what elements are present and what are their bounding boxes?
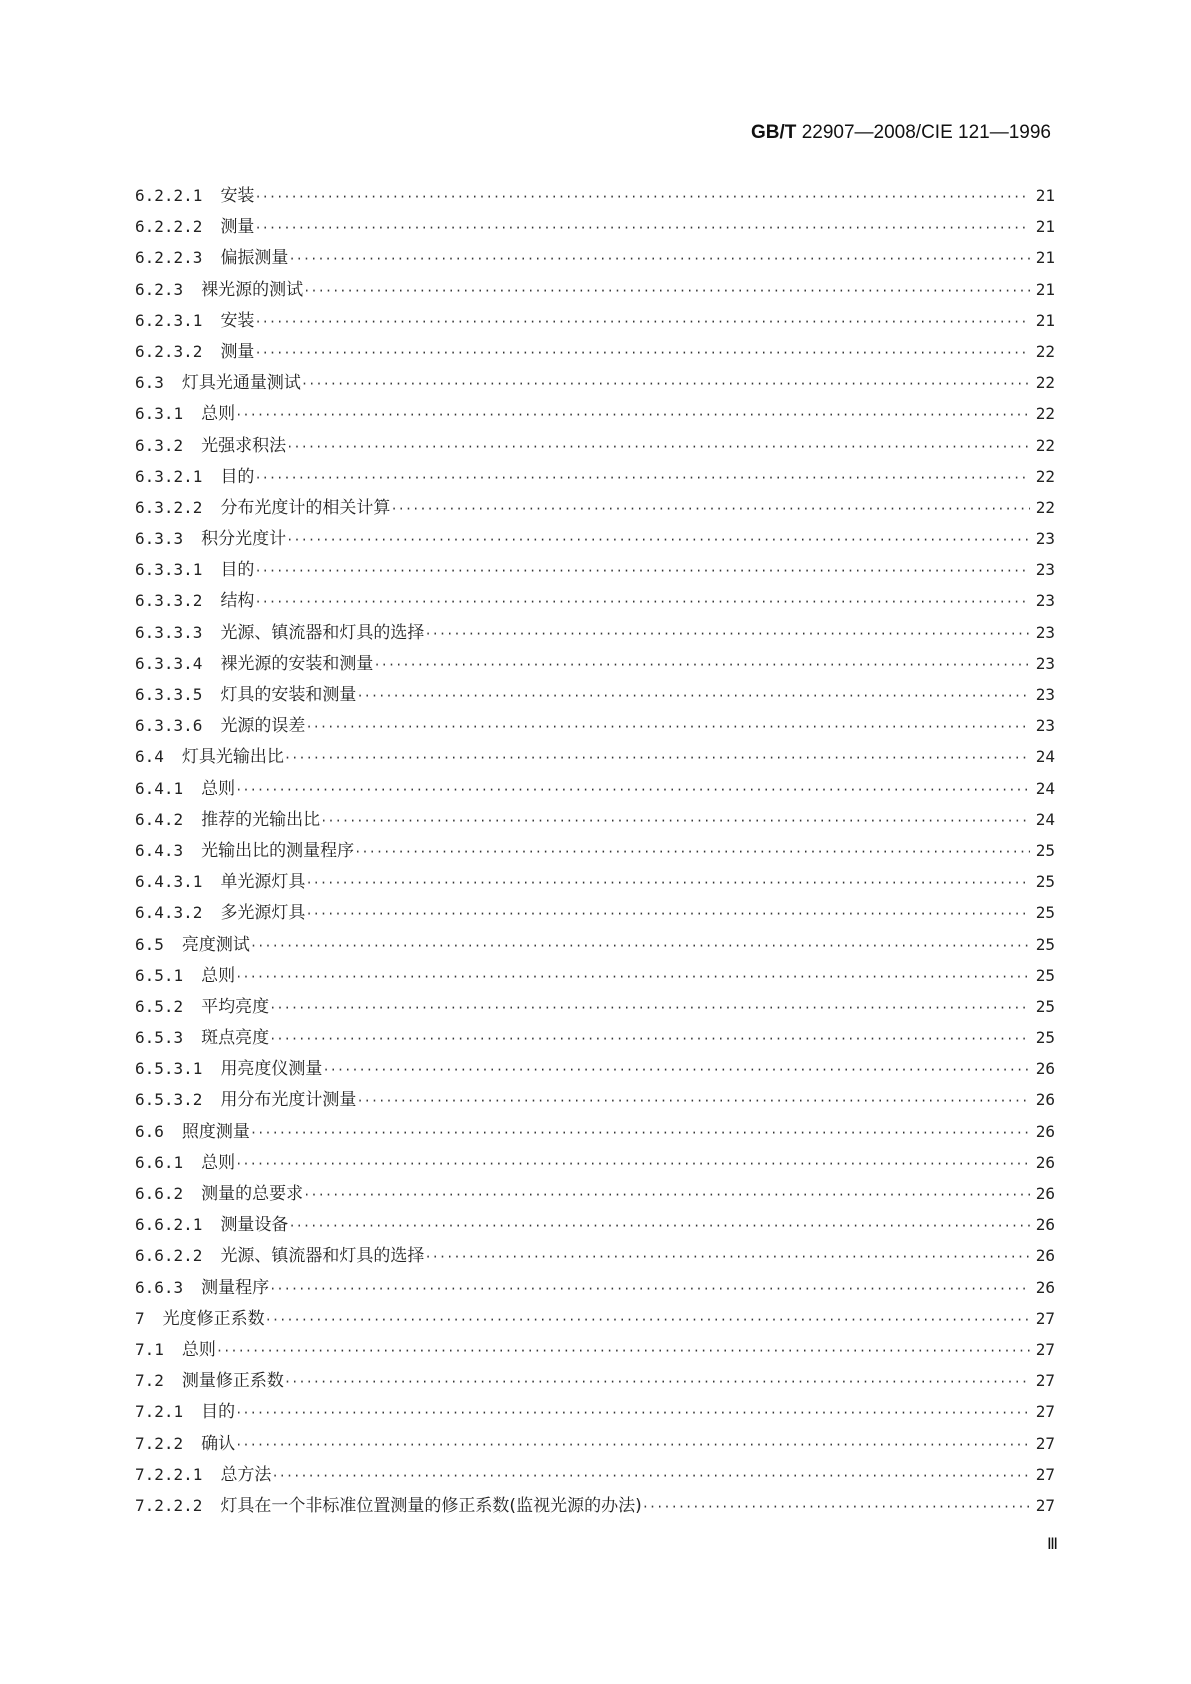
toc-entry-number: 6.3.2 [135, 435, 184, 455]
toc-entry-page: 23 [1035, 529, 1055, 549]
toc-entry-number: 6.5.1 [135, 965, 184, 985]
toc-entry[interactable] [135, 1490, 1055, 1521]
toc-entry-number: 6.3.3.5 [135, 685, 203, 704]
toc-entry-number: 6.6.2.2 [135, 1246, 203, 1266]
toc-entry[interactable] [135, 1365, 1055, 1396]
toc-entry-title: 测量修正系数 [181, 1371, 284, 1392]
toc-entry-page: 22 [1035, 435, 1055, 455]
toc-dot-leader [286, 432, 1030, 461]
toc-entry-title: 光源、镇流器和灯具的选择 [220, 622, 425, 643]
toc-entry-number: 6.6.1 [135, 1152, 184, 1172]
toc-dot-leader [254, 587, 1029, 616]
toc-dot-leader [284, 1367, 1030, 1396]
toc-dot-leader [269, 1274, 1030, 1303]
toc-entry-title: 灯具光输出比 [181, 747, 284, 768]
toc-entry-title: 用分布光度计测量 [220, 1090, 357, 1111]
toc-entry-number: 6.3.3 [135, 529, 184, 549]
toc-dot-leader [235, 1398, 1030, 1427]
toc-entry-number: 6.3.3.2 [135, 591, 203, 611]
toc-dot-leader [235, 962, 1030, 991]
toc-entry-page: 26 [1035, 1090, 1055, 1110]
toc-entry-page: 27 [1035, 1339, 1055, 1359]
toc-entry-number: 6.3.3.6 [135, 716, 203, 736]
toc-entry-number: 6.3.3.4 [135, 653, 203, 673]
toc-entry[interactable] [135, 367, 1055, 398]
toc-entry-page: 25 [1035, 872, 1055, 892]
toc-entry-page: 23 [1035, 685, 1055, 704]
toc-dot-leader [322, 1055, 1029, 1084]
standard-code: 22907—2008/CIE 121—1996 [801, 122, 1051, 143]
toc-dot-leader [320, 806, 1030, 835]
toc-entry-page: 27 [1035, 1371, 1055, 1391]
toc-dot-leader [265, 1305, 1030, 1334]
toc-dot-leader [254, 182, 1029, 211]
toc-entry-number: 6.3.1 [135, 404, 184, 424]
toc-entry[interactable] [135, 1147, 1055, 1178]
toc-entry-title: 目的 [220, 466, 255, 487]
toc-entry[interactable] [135, 1240, 1055, 1271]
toc-entry-title: 总则 [201, 404, 236, 425]
toc-entry-page: 21 [1035, 186, 1055, 205]
toc-entry-page: 22 [1035, 404, 1055, 424]
toc-entry-title: 裸光源的测试 [201, 279, 304, 300]
toc-dot-leader [216, 1336, 1030, 1365]
toc-entry[interactable] [135, 1084, 1055, 1115]
toc-entry-page: 23 [1035, 622, 1055, 642]
toc-entry-title: 光输出比的测量程序 [201, 840, 355, 861]
toc-entry-title: 灯具光通量测试 [181, 373, 301, 394]
page-folio: Ⅲ [1046, 1536, 1058, 1553]
toc-dot-leader [269, 993, 1030, 1022]
toc-entry-page: 21 [1035, 279, 1055, 299]
toc-dot-leader [235, 775, 1030, 804]
toc-entry-number: 6.4.2 [135, 809, 184, 829]
toc-entry-number: 6.5.3 [135, 1028, 184, 1048]
running-header [751, 122, 1051, 144]
toc-entry-page: 25 [1035, 1028, 1055, 1048]
toc-entry-title: 结构 [220, 591, 255, 612]
toc-entry-page: 24 [1035, 809, 1055, 829]
toc-entry-page: 27 [1035, 1433, 1055, 1453]
toc-entry-number: 7.2.2.2 [135, 1495, 203, 1515]
toc-dot-leader [373, 650, 1029, 679]
toc-dot-leader [424, 1242, 1029, 1271]
toc-dot-leader [235, 1149, 1030, 1178]
toc-entry-page: 23 [1035, 653, 1055, 673]
toc-entry-title: 斑点亮度 [201, 1028, 270, 1049]
toc-entry-page: 26 [1035, 1277, 1055, 1297]
toc-entry[interactable] [135, 679, 1055, 710]
toc-entry[interactable] [135, 305, 1055, 336]
toc-entry[interactable] [135, 336, 1055, 367]
toc-entry-number: 6.4 [135, 747, 164, 767]
toc-dot-leader [301, 369, 1030, 398]
toc-dot-leader [303, 276, 1030, 305]
toc-entry-page: 25 [1035, 840, 1055, 860]
toc-entry-number: 6.5.2 [135, 996, 184, 1016]
toc-entry-title: 总则 [201, 778, 236, 799]
toc-entry-title: 光源的误差 [220, 716, 306, 737]
toc-entry-title: 平均亮度 [201, 996, 270, 1017]
toc-entry[interactable] [135, 585, 1055, 616]
toc-entry[interactable] [135, 835, 1055, 866]
toc-entry[interactable] [135, 461, 1055, 492]
toc-entry-page: 27 [1035, 1308, 1055, 1328]
toc-dot-leader [254, 338, 1029, 367]
toc-entry-title: 总则 [181, 1339, 216, 1360]
toc-entry[interactable] [135, 1053, 1055, 1084]
toc-entry-number: 6.5.3.1 [135, 1059, 203, 1079]
toc-entry-page: 22 [1035, 497, 1055, 517]
toc-entry-page: 21 [1035, 217, 1055, 237]
toc-entry-number: 7.2.2 [135, 1433, 184, 1453]
toc-entry[interactable] [135, 554, 1055, 585]
toc-dot-leader [235, 1430, 1030, 1459]
toc-entry-number: 6.3 [135, 373, 164, 393]
toc-entry-number: 6.5.3.2 [135, 1090, 203, 1110]
toc-dot-leader [284, 743, 1030, 772]
toc-entry-number: 6.6.2 [135, 1184, 184, 1203]
toc-entry-page: 25 [1035, 996, 1055, 1016]
toc-entry-number: 7.2 [135, 1371, 164, 1391]
toc-entry[interactable] [135, 773, 1055, 804]
toc-entry[interactable] [135, 1272, 1055, 1303]
toc-entry-number: 6.3.2.1 [135, 466, 203, 486]
toc-entry[interactable] [135, 897, 1055, 928]
toc-entry-title: 光度修正系数 [162, 1308, 265, 1329]
toc-entry[interactable] [135, 960, 1055, 991]
toc-entry[interactable] [135, 1022, 1055, 1053]
toc-entry-number: 6.2.3.2 [135, 341, 203, 361]
toc-entry-title: 总则 [201, 1152, 236, 1173]
toc-entry-page: 21 [1035, 310, 1055, 330]
toc-entry-page: 27 [1035, 1402, 1055, 1422]
toc-entry[interactable] [135, 1178, 1055, 1209]
toc-entry-page: 25 [1035, 934, 1055, 954]
toc-entry-number: 6.2.2.3 [135, 248, 203, 268]
toc-entry-number: 7.2.2.1 [135, 1464, 203, 1484]
toc-entry-page: 26 [1035, 1184, 1055, 1203]
toc-entry-number: 6.4.1 [135, 778, 184, 798]
toc-dot-leader [390, 494, 1029, 523]
toc-entry-number: 6.3.3.3 [135, 622, 203, 642]
toc-entry-number: 6.6.2.1 [135, 1215, 203, 1235]
toc-entry-title: 测量 [220, 341, 255, 362]
toc-dot-leader [286, 525, 1030, 554]
toc-entry[interactable] [135, 648, 1055, 679]
toc-entry-title: 单光源灯具 [220, 872, 306, 893]
toc-dot-leader [254, 556, 1029, 585]
toc-entry-title: 总方法 [220, 1464, 272, 1485]
toc-entry-number: 6.2.2.2 [135, 217, 203, 237]
toc-entry-page: 25 [1035, 965, 1055, 985]
toc-dot-leader [269, 1024, 1030, 1053]
toc-entry-page: 27 [1035, 1464, 1055, 1484]
toc-entry-title: 确认 [201, 1433, 236, 1454]
toc-dot-leader [254, 307, 1029, 336]
toc-dot-leader [250, 1118, 1030, 1147]
toc-dot-leader [288, 1211, 1029, 1240]
toc-entry-page: 26 [1035, 1246, 1055, 1266]
toc-entry[interactable] [135, 1209, 1055, 1240]
toc-dot-leader [356, 1086, 1029, 1115]
toc-entry-page: 25 [1035, 903, 1055, 923]
toc-entry-number: 6.2.3.1 [135, 310, 203, 330]
toc-entry[interactable] [135, 866, 1055, 897]
toc-entry-number: 6.2.2.1 [135, 186, 203, 205]
toc-entry-title: 测量的总要求 [201, 1184, 304, 1204]
toc-dot-leader [305, 899, 1029, 928]
toc-entry[interactable] [135, 180, 1055, 211]
toc-entry-title: 推荐的光输出比 [201, 809, 321, 830]
toc-entry-page: 23 [1035, 560, 1055, 580]
toc-entry[interactable] [135, 617, 1055, 648]
toc-entry-page: 24 [1035, 747, 1055, 767]
toc-entry[interactable] [135, 741, 1055, 772]
toc-entry[interactable] [135, 523, 1055, 554]
toc-entry[interactable] [135, 274, 1055, 305]
toc-entry-title: 偏振测量 [220, 248, 289, 269]
standard-prefix: GB/T [751, 122, 797, 143]
toc-entry-title: 测量设备 [220, 1215, 289, 1236]
toc-entry-title: 目的 [220, 560, 255, 581]
toc-entry-number: 7.1 [135, 1339, 164, 1359]
toc-entry-number: 6.3.3.1 [135, 560, 203, 580]
toc-dot-leader [254, 463, 1029, 492]
toc-entry-page: 22 [1035, 373, 1055, 393]
toc-entry[interactable] [135, 929, 1055, 960]
toc-entry-page: 26 [1035, 1121, 1055, 1141]
toc-entry-title: 测量 [220, 217, 255, 238]
toc-entry[interactable] [135, 242, 1055, 273]
toc-entry-page: 22 [1035, 341, 1055, 361]
toc-entry-title: 测量程序 [201, 1277, 270, 1298]
toc-entry-title: 光源、镇流器和灯具的选择 [220, 1246, 425, 1267]
toc-entry-page: 27 [1035, 1495, 1055, 1515]
toc-entry-page: 24 [1035, 778, 1055, 798]
toc-entry-title: 多光源灯具 [220, 903, 306, 924]
toc-dot-leader [254, 213, 1029, 242]
toc-entry-page: 26 [1035, 1152, 1055, 1172]
toc-dot-leader [642, 1492, 1030, 1521]
toc-dot-leader [303, 1180, 1030, 1209]
toc-entry-title: 光强求积法 [201, 435, 287, 456]
toc-entry[interactable] [135, 1428, 1055, 1459]
toc-entry-title: 裸光源的安装和测量 [220, 653, 374, 674]
toc-entry-title: 灯具的安装和测量 [220, 685, 357, 705]
toc-entry[interactable] [135, 710, 1055, 741]
toc-entry[interactable] [135, 804, 1055, 835]
toc-dot-leader [250, 931, 1030, 960]
toc-entry-number: 6.4.3.1 [135, 872, 203, 892]
toc-entry[interactable] [135, 398, 1055, 429]
toc-entry[interactable] [135, 1396, 1055, 1427]
toc-entry-title: 目的 [201, 1402, 236, 1423]
toc-dot-leader [305, 868, 1029, 897]
toc-entry-number: 6.4.3 [135, 840, 184, 860]
toc-entry-number: 6.2.3 [135, 279, 184, 299]
toc-entry-title: 安装 [220, 186, 255, 206]
toc-entry-number: 6.6 [135, 1121, 164, 1141]
toc-dot-leader [235, 400, 1030, 429]
toc-entry[interactable] [135, 991, 1055, 1022]
toc-entry-number: 6.6.3 [135, 1277, 184, 1297]
toc-entry[interactable] [135, 1459, 1055, 1490]
toc-entry-page: 26 [1035, 1215, 1055, 1235]
toc-entry-number: 6.5 [135, 934, 164, 954]
toc-entry-title: 安装 [220, 310, 255, 331]
toc-entry[interactable] [135, 492, 1055, 523]
toc-entry[interactable] [135, 1303, 1055, 1334]
toc-entry-page: 22 [1035, 466, 1055, 486]
table-of-contents [135, 180, 1055, 1521]
toc-entry-title: 亮度测试 [181, 934, 250, 955]
toc-entry-title: 分布光度计的相关计算 [220, 497, 391, 518]
toc-dot-leader [354, 837, 1030, 866]
toc-entry-number: 7 [135, 1308, 145, 1328]
toc-entry-page: 26 [1035, 1059, 1055, 1079]
toc-entry-title: 总则 [201, 965, 236, 986]
toc-dot-leader [305, 712, 1029, 741]
toc-dot-leader [288, 244, 1029, 273]
toc-entry-title: 照度测量 [181, 1121, 250, 1142]
toc-entry-number: 6.3.2.2 [135, 497, 203, 517]
toc-entry-title: 积分光度计 [201, 529, 287, 550]
toc-entry[interactable] [135, 1334, 1055, 1365]
toc-entry-title: 用亮度仪测量 [220, 1059, 323, 1080]
toc-entry-title: 灯具在一个非标准位置测量的修正系数(监视光源的办法) [220, 1495, 642, 1516]
toc-entry-page: 23 [1035, 716, 1055, 736]
toc-dot-leader [356, 681, 1029, 710]
toc-dot-leader [424, 619, 1029, 648]
toc-dot-leader [271, 1461, 1029, 1490]
toc-entry[interactable] [135, 1116, 1055, 1147]
toc-entry-page: 23 [1035, 591, 1055, 611]
toc-entry-number: 6.4.3.2 [135, 903, 203, 923]
toc-entry[interactable] [135, 430, 1055, 461]
toc-entry[interactable] [135, 211, 1055, 242]
toc-entry-page: 21 [1035, 248, 1055, 268]
toc-entry-number: 7.2.1 [135, 1402, 184, 1422]
